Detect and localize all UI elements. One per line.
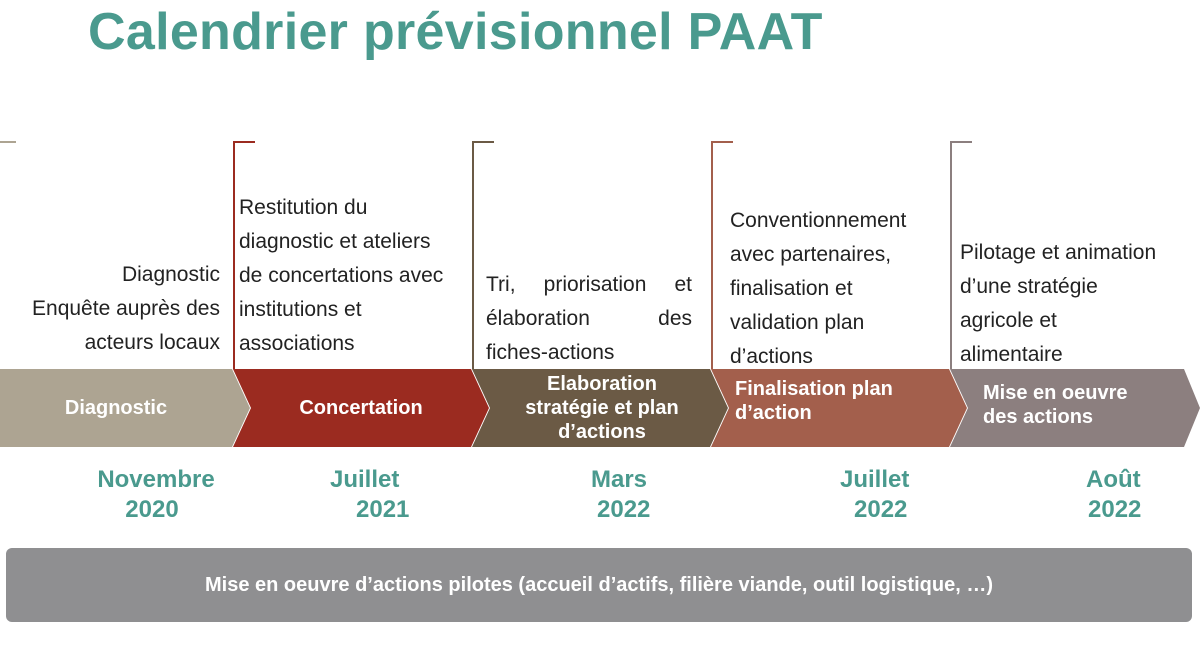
step-5-date [1086, 465, 1200, 525]
date-month: Mars [591, 466, 648, 493]
phase-label-line: stratégie et plan [525, 397, 679, 419]
phase-label-line: Diagnostic [64, 397, 168, 419]
description-line: acteurs locaux [84, 331, 220, 354]
description-line: Pilotage et animation [960, 241, 1157, 264]
description-line: institutions et [239, 298, 362, 321]
phase-3-label [488, 369, 716, 447]
date-month: Juillet [840, 466, 910, 493]
description-line: validation plan [730, 311, 865, 334]
pilot-actions-label: Mise en oeuvre d’actions pilotes (accueil d’actifs, filière viande, outil logistique, …) [205, 573, 993, 596]
description-line: de concertations avec [239, 264, 444, 287]
step-4-date [840, 465, 1040, 525]
phase-2-label [246, 369, 476, 447]
step-3-date [591, 465, 791, 525]
step-1-date [60, 465, 260, 525]
step-3-description [486, 268, 692, 370]
phase-1-label [0, 369, 232, 447]
date-year: 2021 [356, 496, 410, 523]
description-word: élaboration [486, 307, 590, 330]
description-line: Diagnostic [121, 263, 220, 286]
step-2-date [330, 465, 530, 525]
phase-label-line: d’action [735, 402, 812, 424]
phase-4-label [735, 369, 945, 447]
description-line: Conventionnement [730, 209, 907, 232]
phase-label-line: Concertation [299, 397, 423, 419]
page-title: Calendrier prévisionnel PAAT [88, 3, 823, 61]
phase-label-line: Mise en oeuvre [983, 382, 1128, 404]
step-1-description [32, 258, 220, 360]
description-line: finalisation et [730, 277, 853, 300]
phase-label-line: d’actions [558, 421, 646, 443]
description-line: diagnostic et ateliers [239, 230, 431, 253]
date-year: 2020 [125, 496, 179, 523]
description-word: des [658, 307, 692, 330]
description-word: priorisation [543, 273, 647, 296]
description-word: et [674, 273, 692, 296]
date-year: 2022 [597, 496, 651, 523]
step-4-description [730, 204, 906, 374]
phase-label-line: Finalisation plan [735, 378, 893, 400]
date-month: Août [1086, 466, 1141, 493]
description-line: avec partenaires, [730, 243, 892, 266]
description-line: d’une stratégie [960, 275, 1098, 298]
step-1-bracket [0, 141, 22, 369]
date-month: Juillet [330, 466, 400, 493]
step-2-description [239, 191, 443, 361]
date-year: 2022 [1088, 496, 1142, 523]
description-word: Tri, [486, 273, 516, 296]
phase-label-line: Elaboration [546, 373, 657, 395]
description-line: d’actions [730, 345, 813, 368]
description-line: associations [239, 332, 355, 355]
description-line: agricole et [960, 309, 1057, 332]
date-year: 2022 [854, 496, 908, 523]
description-line: Restitution du [239, 196, 368, 219]
date-month: Novembre [97, 466, 215, 493]
phase-5-label [983, 369, 1183, 447]
pilot-actions-bar [6, 548, 1192, 622]
description-line: alimentaire [960, 343, 1063, 366]
step-5-description [960, 236, 1156, 372]
description-word: fiches-actions [486, 341, 615, 364]
phase-label-line: des actions [983, 406, 1094, 428]
description-line: Enquête auprès des [32, 297, 220, 320]
